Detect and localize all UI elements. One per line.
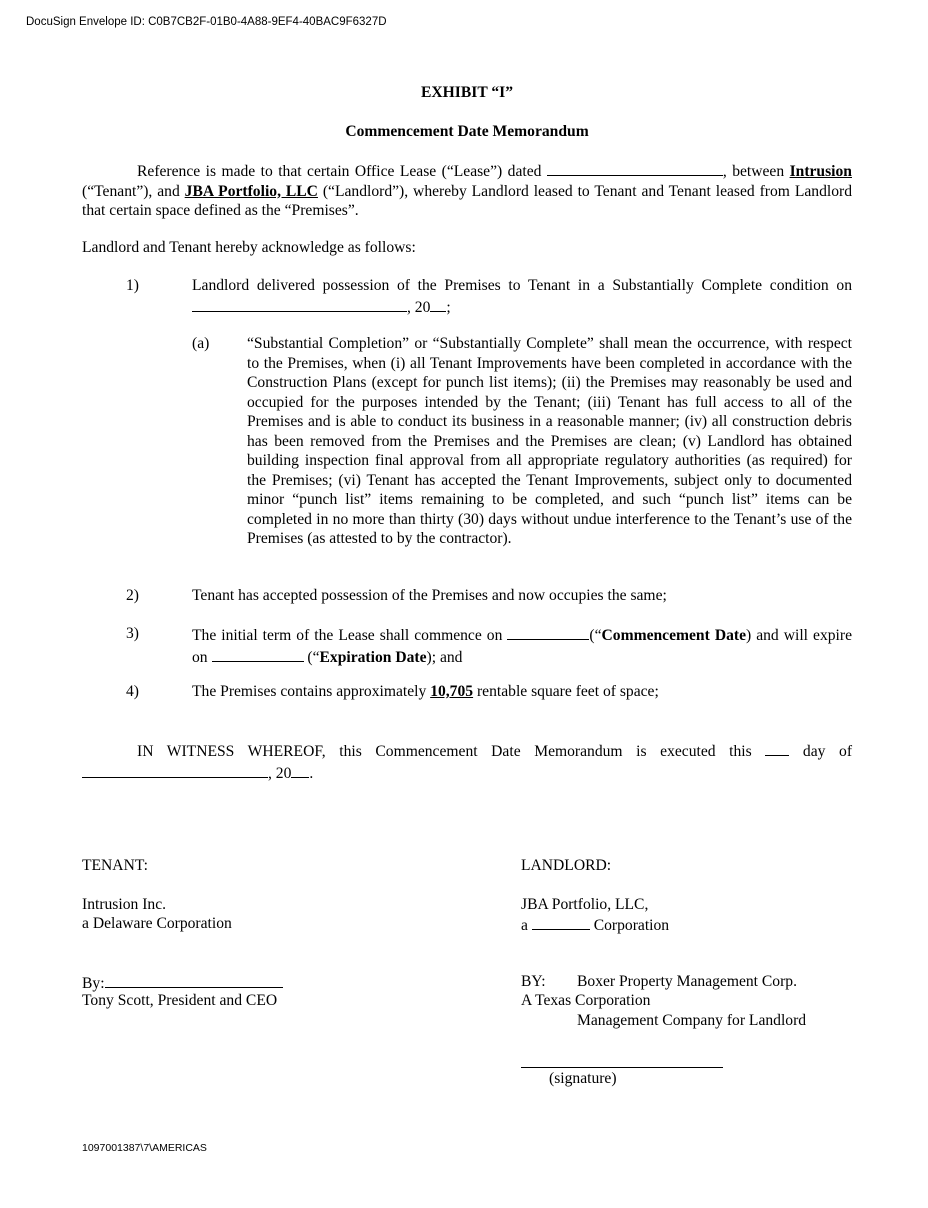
lease-date-blank[interactable] bbox=[547, 160, 723, 176]
commencement-date-term: Commencement Date bbox=[601, 627, 746, 644]
item-3-number: 3) bbox=[126, 625, 139, 642]
intro-text-3: (“Tenant”), and bbox=[82, 182, 185, 200]
landlord-manager-type: A Texas Corporation bbox=[521, 992, 651, 1009]
landlord-heading: LANDLORD: bbox=[521, 857, 612, 874]
item-1a-letter: (a) bbox=[192, 335, 210, 352]
item-1-body: Landlord delivered possession of the Premises to Tenant in a Substantially Complete condition on bbox=[192, 277, 852, 294]
item-2-number: 2) bbox=[126, 587, 139, 604]
rentable-square-feet: 10,705 bbox=[430, 683, 474, 700]
item-1-end: ; bbox=[446, 298, 451, 316]
acknowledge-line: Landlord and Tenant hereby acknowledge as follows: bbox=[82, 239, 416, 256]
witness-text-a: IN WITNESS WHEREOF, this Commencement Date Memorandum is executed this bbox=[137, 743, 752, 760]
tenant-heading: TENANT: bbox=[82, 857, 148, 874]
tenant-signature-line[interactable] bbox=[105, 972, 283, 988]
item-4-text-b: rentable square feet of space; bbox=[476, 683, 659, 700]
expiration-date-blank[interactable] bbox=[212, 646, 304, 662]
landlord-corp-prefix: a bbox=[521, 917, 528, 934]
exhibit-title: EXHIBIT “I” bbox=[420, 84, 513, 101]
item-1-year: , 20 bbox=[407, 298, 431, 316]
landlord-corp-line bbox=[521, 914, 669, 936]
witness-year: , 20 bbox=[268, 764, 292, 782]
intro-text-4: (“Landlord”), whereby Landlord leased to Tenant and Tenant leased from Landlord that certain space defined as the “Premises”. bbox=[82, 182, 852, 219]
item-4-number: 4) bbox=[126, 683, 139, 700]
item-3-text: The initial term of the Lease shall commence on (“Commencement Date) and will expire on (“Expiration Date); and bbox=[192, 624, 852, 667]
tenant-by-label: By: bbox=[82, 975, 105, 992]
witness-month-blank[interactable] bbox=[82, 762, 268, 778]
item-1-number: 1) bbox=[126, 277, 139, 294]
item-3-text-b: ) and will expire on bbox=[192, 627, 853, 666]
item-2-text: Tenant has accepted possession of the Premises and now occupies the same; bbox=[192, 587, 667, 604]
witness-text-b: day of bbox=[802, 743, 853, 760]
tenant-signer: Tony Scott, President and CEO bbox=[82, 992, 278, 1009]
intro-paragraph bbox=[82, 160, 852, 221]
delivery-date-blank[interactable] bbox=[192, 296, 407, 312]
item-3-text-a: The initial term of the Lease shall commence on bbox=[192, 627, 503, 644]
landlord-manager: Boxer Property Management Corp. bbox=[577, 973, 797, 990]
landlord-name: JBA Portfolio, LLC bbox=[184, 182, 318, 200]
witness-paragraph bbox=[82, 740, 852, 783]
item-3-text-c: ); and bbox=[426, 648, 463, 666]
landlord-manager-role: Management Company for Landlord bbox=[577, 1012, 807, 1029]
witness-end: . bbox=[309, 764, 314, 782]
landlord-by-label: BY: bbox=[521, 973, 546, 990]
tenant-corp-type: a Delaware Corporation bbox=[82, 915, 232, 932]
landlord-corp-suffix: Corporation bbox=[593, 917, 670, 934]
tenant-company: Intrusion Inc. bbox=[82, 896, 167, 913]
witness-year-blank[interactable] bbox=[291, 762, 309, 778]
landlord-company: JBA Portfolio, LLC, bbox=[521, 896, 649, 913]
item-1-text bbox=[192, 276, 852, 317]
memorandum-subtitle: Commencement Date Memorandum bbox=[345, 123, 589, 140]
item-4-text-a: The Premises contains approximately bbox=[192, 683, 427, 700]
landlord-corp-type-blank[interactable] bbox=[532, 914, 590, 930]
intro-text-1: Reference is made to that certain Office Lease (“Lease”) dated bbox=[137, 163, 542, 180]
item-4-text bbox=[192, 682, 852, 702]
delivery-year-blank[interactable] bbox=[430, 296, 446, 312]
landlord-signature-label: (signature) bbox=[549, 1070, 617, 1087]
witness-day-blank[interactable] bbox=[765, 740, 789, 756]
landlord-signature-line[interactable] bbox=[521, 1067, 723, 1068]
expiration-date-term: Expiration Date bbox=[319, 648, 427, 666]
commencement-date-blank[interactable] bbox=[507, 624, 589, 640]
intro-text-2: , between bbox=[722, 163, 785, 180]
item-1a-text: “Substantial Completion” or “Substantially Complete” shall mean the occurrence, with respect to the Premises, when (i) all Tenant Improvements have been completed in accordance with the Construction Plans (except for punch list items); (ii) the Premises may reasonably be used and occupied for the purposes intended by the Tenant; (iii) Tenant has full access to all of the Premises and is able to conduct its business in a reasonable manner; (iv) all construction debris has been removed from the Premises and the Premises are clean; (v) Landlord has obtained building inspection final approval from all appropriate regulatory authorities (as required) for the Premises; (vi) Tenant has accepted the Tenant Improvements, subject only to documented minor “punch list” items remaining to be completed, and such “punch list” items can be completed in no more than thirty (30) days without undue interference to the Tenant’s use of the Premises (as attested to by the contractor). bbox=[247, 335, 852, 547]
document-id: 1097001387\7\AMERICAS bbox=[82, 1142, 207, 1154]
docusign-envelope-id: DocuSign Envelope ID: C0B7CB2F-01B0-4A88-9EF4-40BAC9F6327D bbox=[26, 16, 387, 28]
tenant-name: Intrusion bbox=[789, 163, 852, 180]
